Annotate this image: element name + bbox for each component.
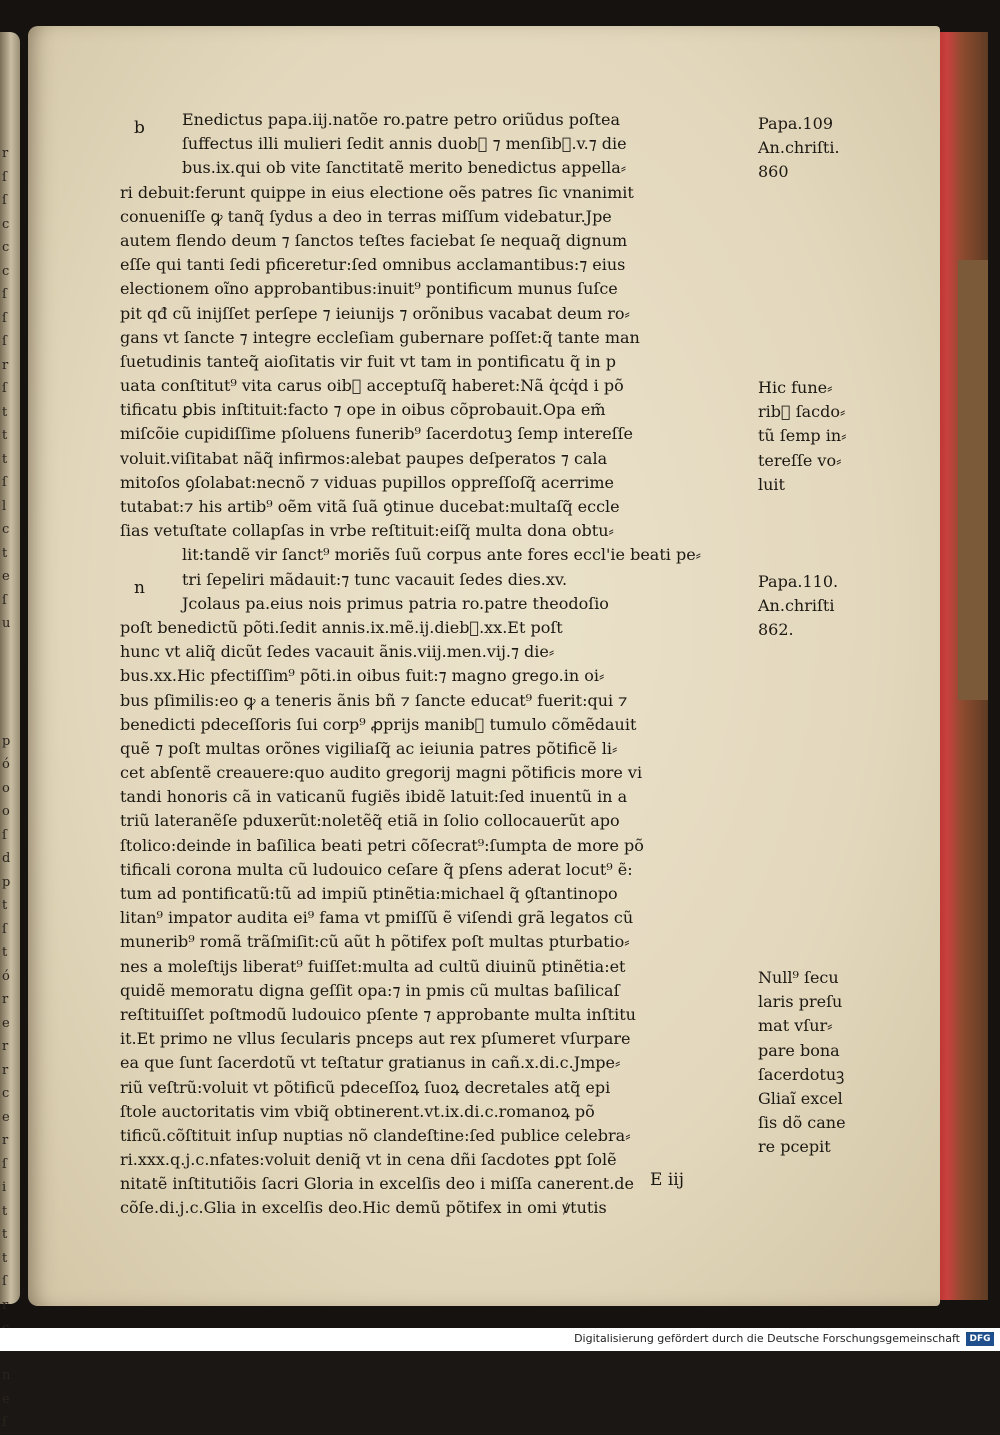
left-page-fragment: p <box>2 874 11 890</box>
left-page-fragment: c <box>2 240 10 255</box>
binding-edge <box>958 260 988 700</box>
marginal-line: laris preſu <box>758 992 843 1012</box>
left-page-fragment: t <box>2 1203 8 1219</box>
left-page-fragment: ſ <box>2 193 7 208</box>
marginal-line: re pcepit <box>758 1137 831 1157</box>
marginal-line: 862. <box>758 620 794 640</box>
text-line: Jcolaus pa.eius nois primus patria ro.patre theodoſio <box>182 593 609 613</box>
left-page-fragment: ſ <box>2 475 7 490</box>
marginal-line: Papa.110. <box>758 572 839 591</box>
left-page-fragment: ſ <box>2 592 7 608</box>
marginal-line: Null⁹ ſecu <box>758 968 839 987</box>
text-line: tutabat:⁊ his artib⁹ oẽm vitã ſuã ꝯtinue ducebat:multaſq̃ eccle <box>120 497 620 516</box>
text-line: hunc vt aliq̃ dicũt ſedes vacauit ãnis.viij.men.vij.⁊ die⸗ <box>120 642 555 662</box>
footer-bar <box>0 1328 1000 1351</box>
text-line: ſtole auctoritatis vim vbiq̃ obtinerent.vt.ix.di.c.romanoꝝ põ <box>120 1101 595 1121</box>
text-line: it.Et primo ne vllus ſecularis pnceps aut rex pſumeret vſurpare <box>120 1029 631 1049</box>
text-line: tum ad pontificatũ:tũ ad impiũ ptinẽtia:michael q̃ ꝯſtantinopo <box>120 884 618 903</box>
marginal-note-funerals <box>758 376 870 497</box>
left-page-fragment <box>2 659 18 683</box>
left-page-fragment: c <box>2 1086 10 1101</box>
text-line: tificali corona multa cũ ludouico ceſare q̃ pſens aderat locut⁹ ẽ: <box>120 859 633 879</box>
text-line: poſt benedictũ põti.ſedit annis.ix.mẽ.ij.dieb᷒.xx.Et poſt <box>120 617 563 637</box>
text-line: nes a moleſtijs liberat⁹ fuiſſet:multa ad cultũ diuinũ ptinẽtia:et <box>120 956 626 976</box>
text-line: pit qđ cũ inijſſet perſepe ⁊ ieiunijs ⁊ orõnibus vacabat deum ro⸗ <box>120 303 630 323</box>
left-page-fragment: c <box>2 263 10 279</box>
text-line: eſſe qui tanti ſedi pficeretur:ſed omnibus acclamantibus:⁊ eius <box>120 255 626 275</box>
marginal-line: Papa.109 <box>758 114 833 133</box>
text-line: riũ veſtrũ:voluit vt põtificũ pdeceſſoꝝ ſuoꝝ decretales atq̃ epi <box>120 1077 611 1097</box>
left-page-fragment: r <box>2 1062 9 1078</box>
left-page-fragment: e <box>2 1391 10 1407</box>
text-line: ſuetudinis tanteq̃ aioſitatis vir fuit vt tam in pontificatu q̃ in p <box>120 351 616 371</box>
left-page-fragment: ó <box>2 968 10 984</box>
text-line: triũ lateranẽſe pduxerũt:noletẽq̃ etiã in ſolio collocauerũt apo <box>120 811 620 831</box>
left-page-fragment: t <box>2 428 8 443</box>
text-line: munerib⁹ romã trãſmiſit:cũ aũt h põtifex poſt multas pturbatio⸗ <box>120 932 630 952</box>
text-line: quẽ ⁊ poſt multas orõnes vigiliaſq̃ ac ieiunia patres põtificẽ li⸗ <box>120 738 618 758</box>
left-page-fragment <box>2 636 18 660</box>
left-page-fragment: c <box>2 522 10 537</box>
text-line: ri.xxx.q.j.c.nfates:voluit deniq̃ vt in cena dñi ſacdotes ꝑpt ſolẽ <box>120 1150 617 1170</box>
left-page-fragment: r <box>2 357 9 373</box>
left-page-fragment: ſ <box>2 827 7 843</box>
signature-mark: E iij <box>650 1170 684 1190</box>
left-page-fragment: ſ <box>2 1156 7 1172</box>
marginal-line: mat vſur⸗ <box>758 1016 833 1036</box>
text-line: nitatẽ inſtitutiõis ſacri Gloria in excelſis deo i miſſa canerent.de <box>120 1174 634 1194</box>
left-page-edge <box>0 32 20 1430</box>
left-page-fragment: e <box>2 569 10 584</box>
left-page-fragment <box>2 706 18 730</box>
text-line: reſtituiſſet poſtmodũ ludouico pſente ⁊ approbante multa inſtitu <box>120 1004 636 1024</box>
left-page-fragment: r <box>2 1039 9 1054</box>
marginal-note-papa-109 <box>758 112 870 185</box>
text-line: mitoſos ꝯſolabat:necnõ ⁊ viduas pupillos oppreſſoſq̃ acerrime <box>120 472 614 492</box>
marginal-line: Hic fune⸗ <box>758 378 833 397</box>
book-page <box>28 26 940 1306</box>
left-page-fragment: d <box>2 851 11 866</box>
left-page-fragment <box>2 683 18 707</box>
left-page-fragment: t <box>2 451 8 467</box>
text-line: quidẽ memoratu digna geſſit opa:⁊ in pmis cũ multas baſilicaſ <box>120 980 620 1000</box>
left-page-fragment: p <box>2 733 11 749</box>
left-page-fragment: t <box>2 1250 8 1266</box>
text-line: miſcõie cupidiſſime pſoluens funerib⁹ ſacerdotuꝫ ſemp intereſſe <box>120 424 633 444</box>
left-page-fragment: o <box>2 804 10 819</box>
left-page-fragment: ſ <box>2 334 7 349</box>
dfg-logo: DFG <box>966 1332 994 1346</box>
marginal-line: ſacerdotuꝫ <box>758 1064 845 1084</box>
marginal-note-papa-110 <box>758 570 870 643</box>
footer-credit-text: Digitalisierung gefördert durch die Deutsche Forschungsgemeinschaft <box>574 1332 960 1345</box>
marginal-note-secular-princes <box>758 966 870 1160</box>
marginal-line: ſis dõ cane <box>758 1113 846 1133</box>
text-line: bus.ix.qui ob vite ſanctitatẽ merito benedictus appella⸗ <box>182 158 627 178</box>
text-line: conueniſſe ꝙ tanq̃ ſydus a deo in terras miſſum videbatur.Jpe <box>120 206 612 226</box>
text-line: ſias vetuſtate collapſas in vrbe reſtituit:eiſq̃ multa dona obtu⸗ <box>120 521 614 541</box>
text-line: ſuffectus illi mulieri ſedit annis duob᷒ ⁊ menſib᷒.v.⁊ die <box>182 134 627 154</box>
left-page-fragment: r <box>2 146 9 161</box>
left-page-fragment: t <box>2 945 8 960</box>
text-line: cet abſentẽ creauere:quo audito gregorij magni põtificis more vi <box>120 763 643 783</box>
guide-letter-b: b <box>134 118 145 138</box>
text-line: gans vt ſancte ⁊ integre eccleſiam gubernare poſſet:q̃ tante man <box>120 327 640 347</box>
marginal-line: rib᷒ ſacdo⸗ <box>758 402 846 422</box>
marginal-line: Gliaĩ excel <box>758 1088 843 1108</box>
left-page-fragment: u <box>2 616 11 631</box>
text-line: tificũ.cõſtituit inſup nuptias nõ clandeſtine:ſed publice celebra⸗ <box>120 1125 631 1145</box>
text-line: bus.xx.Hic pfectiſſim⁹ põti.in oibus fuit:⁊ magno grego.in oi⸗ <box>120 666 605 686</box>
left-page-fragment: e <box>2 1015 10 1031</box>
left-page-fragment: ſ <box>2 921 7 937</box>
marginal-line: pare bona <box>758 1040 840 1060</box>
text-line: tri ſepeliri mãdauit:⁊ tunc vacauit ſedes dies.xv. <box>182 569 568 589</box>
text-line: voluit.viſitabat nãq̃ infirmos:alebat paupes deſperatos ⁊ cala <box>120 448 608 468</box>
left-page-fragment: ſ <box>2 310 7 326</box>
text-line: electionem oĩno approbantibus:inuit⁹ pontificum munus ſuſce <box>120 279 618 299</box>
marginal-line: An.chriſti <box>758 596 835 616</box>
main-text-block <box>120 108 760 1221</box>
left-page-fragment: r <box>2 1297 9 1313</box>
left-page-fragment: r <box>2 992 9 1007</box>
left-page-fragment: t <box>2 898 8 913</box>
text-line: benedicti pdeceſſoris ſui corp⁹ ꝓprijs manib᷒ tumulo cõmẽdauit <box>120 714 637 734</box>
left-page-fragment: ſ <box>2 381 7 396</box>
left-page-fragment: n <box>2 1368 11 1383</box>
left-page-fragment: t <box>2 1227 8 1242</box>
text-line: ſtolico:deinde in baſilica beati petri cõſecrat⁹:ſumpta de more põ <box>120 835 644 855</box>
left-page-fragment: ſ <box>2 1274 7 1289</box>
text-line: autem flendo deum ⁊ ſanctos teſtes faciebat ſe nequaq̃ dignum <box>120 230 628 250</box>
left-page-fragment: ó <box>2 757 10 772</box>
left-page-fragment: o <box>2 780 10 796</box>
left-page-fragment: t <box>2 545 8 561</box>
text-line: lit:tandẽ vir ſanct⁹ moriẽs ſuũ corpus ante fores eccl'ie beati pe⸗ <box>182 545 702 565</box>
left-page-fragment: ſ <box>2 287 7 302</box>
left-page-fragment: t <box>2 404 8 420</box>
left-page-text-fragments <box>2 142 18 1435</box>
text-line: uata conſtitut⁹ vita carus oib᷒ acceptuſq̃ haberet:Nã q̇cq̇d i põ <box>120 376 624 396</box>
text-line: litan⁹ impator audita ei⁹ fama vt pmiſſũ ẽ viſendi grã legatos cũ <box>120 908 634 928</box>
left-page-fragment: i <box>2 1180 7 1195</box>
text-line: tificatu ꝑbis inſtituit:facto ⁊ ope in oibus cõprobauit.Opa em̃ <box>120 400 606 420</box>
left-page-fragment: c <box>2 216 10 232</box>
text-line: Enedictus papa.iij.natõe ro.patre petro oriũdus poſtea <box>182 110 620 129</box>
text-line: tandi honoris cã in vaticanũ fugiẽs ibidẽ latuit:ſed inuentũ in a <box>120 787 628 807</box>
text-line: ea que ſunt ſacerdotũ vt teſtatur gratianus in cañ.x.di.c.Jmpe⸗ <box>120 1053 621 1073</box>
marginal-line: tereſſe vo⸗ <box>758 450 842 470</box>
marginal-line: 860 <box>758 162 789 182</box>
left-page-fragment: ſ <box>2 169 7 185</box>
left-page-fragment: ſ <box>2 1415 7 1430</box>
marginal-line: luit <box>758 474 785 494</box>
guide-letter-n: n <box>134 578 145 598</box>
left-page-fragment: l <box>2 498 7 514</box>
left-page-fragment: e <box>2 1109 10 1125</box>
left-page-fragment: r <box>2 1133 9 1148</box>
marginal-line: tũ ſemp in⸗ <box>758 426 847 446</box>
text-line: bus pſimilis:eo ꝙ a teneris ãnis bñ ⁊ ſancte educat⁹ fuerit:qui ⁊ <box>120 690 628 710</box>
marginal-line: An.chriſti. <box>758 138 840 158</box>
text-line: ri debuit:ferunt quippe in eius electione oẽs patres ſic vnanimit <box>120 182 634 202</box>
text-line: cõſe.di.j.c.Glia in excelſis deo.Hic demũ põtifex in omi ꝟtutis <box>120 1198 607 1218</box>
